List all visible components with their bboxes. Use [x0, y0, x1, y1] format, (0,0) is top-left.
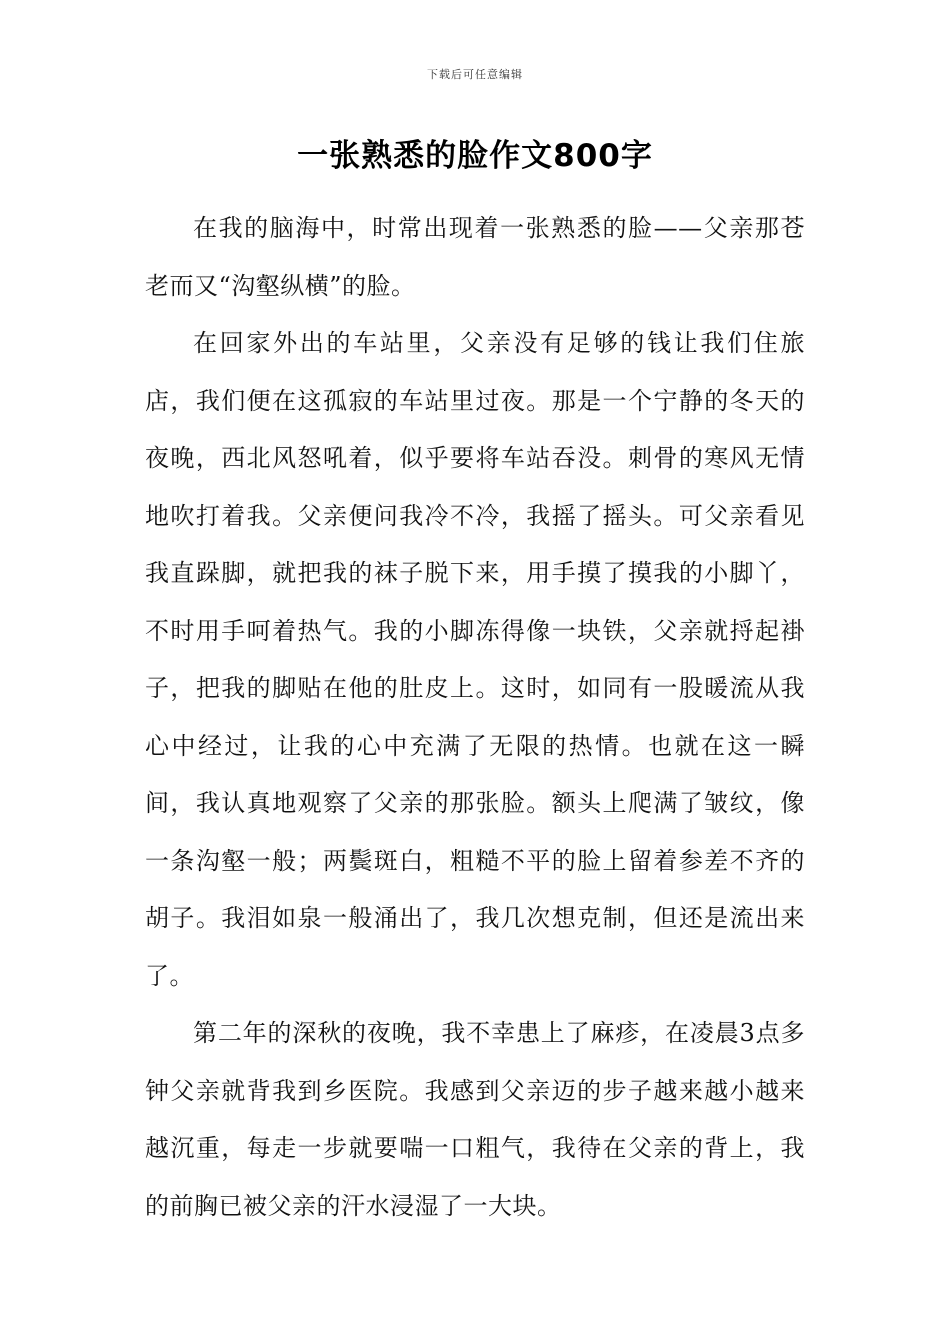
- essay-body: [145, 200, 805, 1235]
- paragraph: 第二年的深秋的夜晚，我不幸患上了麻疹，在凌晨3点多钟父亲就背我到乡医院。我感到父亲迈的步子越来越小越来越沉重，每走一步就要喘一口粗气，我待在父亲的背上，我的前胸已被父亲的汗水浸湿了一大块。: [145, 1019, 805, 1220]
- header-note: 下载后可任意编辑: [427, 68, 523, 81]
- document-title: 一张熟悉的脸作文800字: [297, 138, 653, 174]
- paragraph: 在回家外出的车站里，父亲没有足够的钱让我们住旅店，我们便在这孤寂的车站里过夜。那是一个宁静的冬天的夜晚，西北风怒吼着，似乎要将车站吞没。刺骨的寒风无情地吹打着我。父亲便问我冷不冷，我摇了摇头。可父亲看见我直跺脚，就把我的袜子脱下来，用手摸了摸我的小脚丫，不时用手呵着热气。我的小脚冻得像一块铁，父亲就捋起褂子，把我的脚贴在他的肚皮上。这时，如同有一股暖流从我心中经过，让我的心中充满了无限的热情。也就在这一瞬间，我认真地观察了父亲的那张脸。额头上爬满了皱纹，像一条沟壑一般；两鬓斑白，粗糙不平的脸上留着参差不齐的胡子。我泪如泉一般涌出了，我几次想克制，但还是流出来了。: [145, 329, 805, 990]
- paragraph: 在我的脑海中，时常出现着一张熟悉的脸——父亲那苍老而又“沟壑纵横”的脸。: [145, 214, 805, 300]
